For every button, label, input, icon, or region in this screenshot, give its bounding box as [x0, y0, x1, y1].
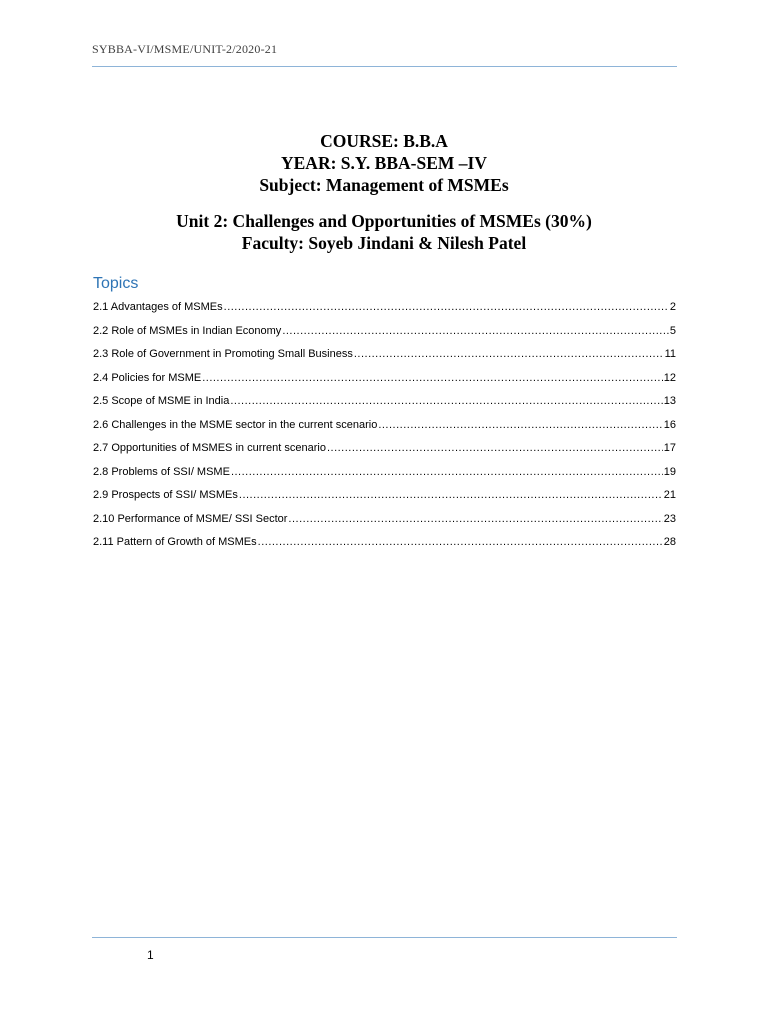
table-of-contents — [93, 299, 676, 558]
toc-leader — [288, 511, 662, 527]
unit-title: Unit 2: Challenges and Opportunities of MSMEs (30%) — [176, 211, 592, 231]
toc-leader — [282, 323, 669, 339]
toc-leader — [202, 370, 663, 386]
toc-leader — [354, 346, 664, 362]
toc-item-label: 2.7 Opportunities of MSMES in current scenario — [93, 442, 326, 454]
toc-item[interactable] — [93, 487, 676, 511]
toc-item-page: 13 — [663, 395, 676, 407]
toc-item[interactable] — [93, 464, 676, 488]
toc-item-label: 2.8 Problems of SSI/ MSME — [93, 465, 230, 478]
toc-leader — [239, 487, 663, 503]
topics-heading: Topics — [93, 275, 139, 292]
toc-item[interactable] — [93, 323, 676, 347]
title-spacer — [0, 196, 768, 210]
toc-item-label: 2.5 Scope of MSME in India — [93, 395, 230, 407]
toc-item-page: 2 — [669, 301, 676, 313]
toc-item-label: 2.2 Role of MSMEs in Indian Economy — [93, 324, 282, 337]
running-header: SYBBA-VI/MSME/UNIT-2/2020-21 — [92, 42, 278, 56]
faculty-title: Faculty: Soyeb Jindani & Nilesh Patel — [241, 233, 527, 253]
toc-item-label: 2.11 Pattern of Growth of MSMEs — [93, 536, 257, 548]
toc-item[interactable] — [93, 299, 676, 323]
toc-item[interactable] — [93, 440, 676, 464]
toc-item[interactable] — [93, 534, 676, 558]
toc-leader — [224, 299, 669, 315]
toc-item-page: 5 — [669, 324, 676, 337]
toc-item-page: 17 — [663, 442, 676, 454]
toc-item-page: 23 — [663, 512, 676, 525]
toc-item-label: 2.3 Role of Government in Promoting Small Business — [93, 348, 353, 360]
toc-item-page: 19 — [663, 465, 676, 478]
toc-item[interactable] — [93, 417, 676, 441]
toc-item[interactable] — [93, 511, 676, 535]
toc-item-label: 2.10 Performance of MSME/ SSI Sector — [93, 512, 288, 525]
toc-leader — [378, 417, 662, 433]
toc-item-label: 2.4 Policies for MSME — [93, 371, 202, 384]
header-divider — [92, 66, 677, 67]
toc-leader — [258, 534, 663, 550]
toc-leader — [231, 464, 663, 480]
toc-item-label: 2.1 Advantages of MSMEs — [93, 301, 223, 313]
toc-leader — [230, 393, 662, 409]
page-number: 1 — [147, 948, 154, 962]
toc-item-page: 16 — [663, 418, 676, 431]
toc-item-page: 11 — [664, 348, 676, 360]
toc-item[interactable] — [93, 393, 676, 417]
toc-item[interactable] — [93, 370, 676, 394]
toc-item[interactable] — [93, 346, 676, 370]
course-title: COURSE: B.B.A — [320, 131, 448, 151]
subject-title: Subject: Management of MSMEs — [259, 175, 509, 195]
toc-leader — [327, 440, 663, 456]
toc-item-label: 2.6 Challenges in the MSME sector in the current scenario — [93, 418, 378, 431]
toc-item-page: 28 — [663, 536, 676, 548]
year-title: YEAR: S.Y. BBA-SEM –IV — [281, 153, 487, 173]
toc-item-label: 2.9 Prospects of SSI/ MSMEs — [93, 489, 238, 501]
title-block — [0, 130, 768, 254]
footer-divider — [92, 937, 677, 938]
toc-item-page: 12 — [663, 371, 676, 384]
toc-item-page: 21 — [663, 489, 676, 501]
